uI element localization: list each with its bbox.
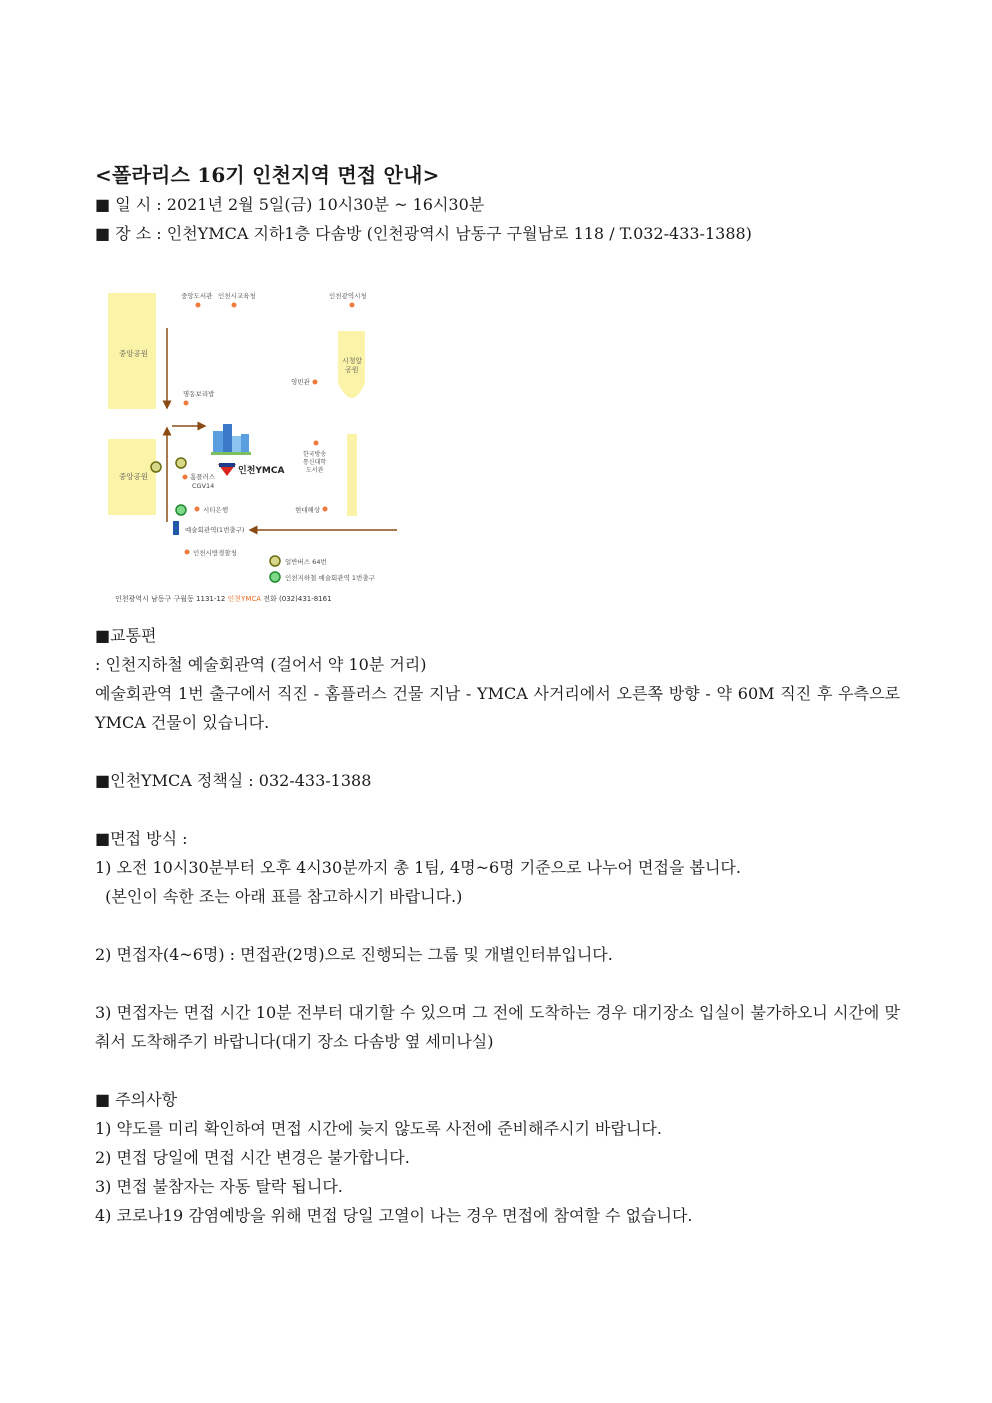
map-label: 인천시교육청 — [218, 292, 256, 300]
landmark-dot — [183, 475, 188, 480]
map-label: 현대해상 — [295, 506, 321, 514]
landmark-dot — [350, 303, 355, 308]
contact-line: ■인천YMCA 정책실 : 032-433-1388 — [95, 771, 372, 790]
legend-subway-marker — [270, 572, 280, 582]
landmark-dot — [323, 507, 328, 512]
legend-bus-marker — [270, 556, 280, 566]
transport-header: ■교통편 — [95, 626, 157, 645]
map-label: 통신대학 — [303, 459, 327, 466]
map-caption-phone: 전화 (032)431-8161 — [261, 595, 332, 603]
map-label: 인천지하철 예술회관역 1번출구 — [285, 574, 375, 582]
notes-item: 1) 약도를 미리 확인하여 면접 시간에 늦지 않도록 사전에 준비해주시기 바랍니다. — [95, 1119, 662, 1138]
map-label: 홈플러스 — [190, 473, 216, 481]
landmark-dot — [195, 507, 200, 512]
schedule-place: ■ 장 소 : 인천YMCA 지하1층 다솜방 (인천광역시 남동구 구월남로 118 / T.032-433-1388) — [95, 224, 752, 243]
map-label: 도서관 — [306, 467, 324, 474]
document-body — [95, 160, 900, 1230]
method-item-1-note: (본인이 속한 조는 아래 표를 참고하시기 바랍니다.) — [95, 887, 463, 906]
map-label: CGV14 — [192, 482, 215, 490]
schedule-date: ■ 일 시 : 2021년 2월 5일(금) 10시30분 ~ 16시30분 — [95, 195, 485, 214]
map-label: 시청앞 — [342, 357, 363, 365]
notes-item: 3) 면접 불참자는 자동 탈락 됩니다. — [95, 1177, 343, 1196]
map-caption — [115, 594, 332, 604]
map-caption-address: 인천광역시 남동구 구월동 1131-12 — [115, 595, 228, 603]
transport-line-1: : 인천지하철 예술회관역 (걸어서 약 10분 거리) — [95, 655, 427, 674]
station-icon — [173, 521, 179, 535]
page-title: <폴라리스 16기 인천지역 면접 안내> — [95, 163, 440, 187]
notes-header: ■ 주의사항 — [95, 1090, 178, 1109]
map-label: 중앙공원 — [119, 349, 148, 358]
method-item-3: 3) 면접자는 면접 시간 10분 전부터 대기할 수 있으며 그 전에 도착하는 경우 대기장소 입실이 불가하오니 시간에 맞춰서 도착해주기 바랍니다(대기 장소 다솜방 옆 세미나실) — [95, 1003, 900, 1051]
park-strip-right — [347, 434, 357, 516]
landmark-dot — [185, 550, 190, 555]
landmark-dot — [232, 303, 237, 308]
map-label: 일반버스 64번 — [285, 558, 327, 566]
map-drawing — [105, 276, 405, 596]
map-label: 중앙도서관 — [181, 292, 213, 300]
map-label: 중앙공원 — [119, 472, 148, 481]
landmark-dot — [314, 441, 319, 446]
method-item-2: 2) 면접자(4~6명) : 면접관(2명)으로 진행되는 그룹 및 개별인터뷰입니다. — [95, 945, 613, 964]
subway-marker — [176, 505, 186, 515]
notes-item: 4) 코로나19 감염예방을 위해 면접 당일 고열이 나는 경우 면접에 참여할 수 없습니다. — [95, 1206, 693, 1225]
map-caption-ymca: 인천YMCA — [227, 595, 262, 603]
landmark-dot — [196, 303, 201, 308]
map-label: 인천시방경찰청 — [193, 549, 237, 557]
bus-stop-marker — [176, 458, 186, 468]
map-label: 인천광역시청 — [329, 292, 367, 300]
bus-stop-marker — [151, 462, 161, 472]
location-map — [105, 276, 405, 621]
map-label: 한국방송 — [303, 451, 327, 458]
ymca-building-icon — [211, 424, 251, 455]
map-label: 예술회관역(1번출구) — [185, 526, 245, 534]
map-label: 공원 — [345, 366, 359, 374]
method-header: ■면접 방식 : — [95, 829, 188, 848]
notes-item: 2) 면접 당일에 면접 시간 변경은 불가합니다. — [95, 1148, 410, 1167]
transport-line-2: 예술회관역 1번 출구에서 직진 - 홈플러스 건물 지남 - YMCA 사거리에서 오른쪽 방향 - 약 60M 직진 후 우측으로 YMCA 건물이 있습니다. — [95, 684, 900, 732]
map-label: 영빈관 — [291, 378, 310, 386]
landmark-dot — [313, 380, 318, 385]
method-item-1: 1) 오전 10시30분부터 오후 4시30분까지 총 1팀, 4명~6명 기준으로 나누어 면접을 봅니다. — [95, 858, 741, 877]
landmark-dot — [184, 401, 189, 406]
map-label: 시티은행 — [203, 506, 229, 514]
map-label: 명동보리밥 — [183, 390, 215, 398]
map-ymca-label: 인천YMCA — [238, 466, 285, 476]
ymca-logo-icon — [218, 463, 236, 476]
